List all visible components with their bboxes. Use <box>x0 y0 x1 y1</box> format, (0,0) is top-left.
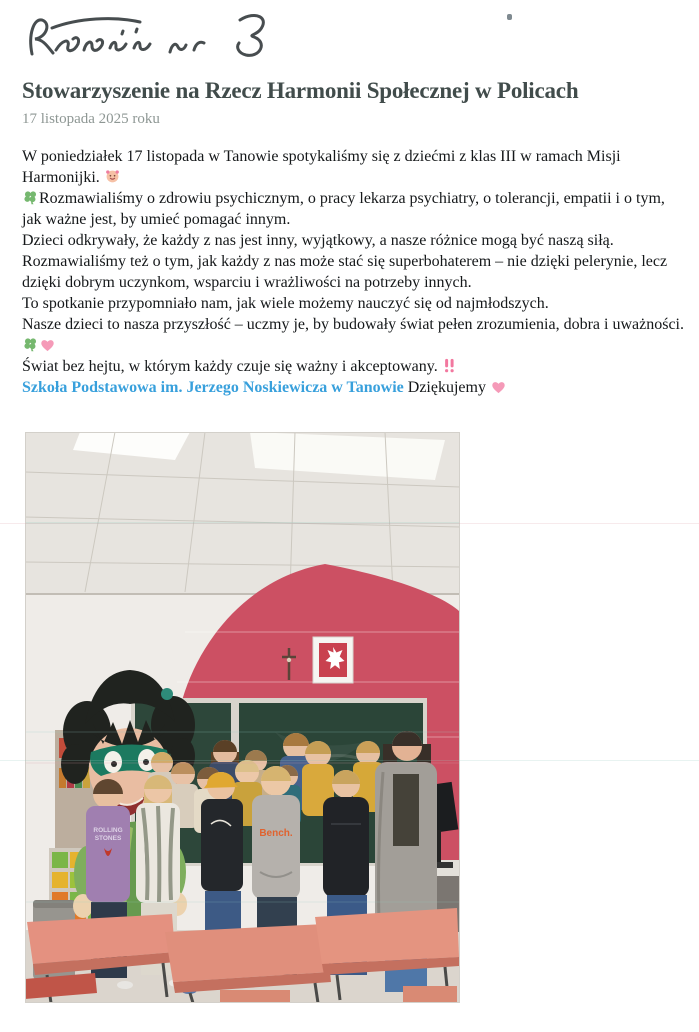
scan-speck <box>507 14 512 20</box>
svg-text:STONES: STONES <box>94 835 122 842</box>
body-text-run: Rozmawialiśmy o zdrowiu psychicznym, o pracy lekarza psychiatry, o tolerancji, empatii i o tym, jak ważne jest, by umieć pomagać innym. <box>22 190 665 228</box>
body-text-run: Nasze dzieci to nasza przyszłość – uczmy je, by budowały świat pełen zrozumienia, dobra i uważności. <box>22 316 684 333</box>
body-paragraph <box>22 377 686 398</box>
body-text-run: Rozmawialiśmy też o tym, jak każdy z nas może stać się superbohaterem – nie dzięki pelerynie, lecz dzięki dobrym uczynkom, wsparciu i wrażliwości na potrzeby innych. <box>22 253 668 291</box>
svg-text:ROLLING: ROLLING <box>93 827 123 834</box>
clover-icon <box>22 335 39 356</box>
pink-heart-icon <box>490 377 507 398</box>
body-text-run: Dziękujemy <box>403 379 490 396</box>
page-title: Stowarzyszenie na Rzecz Harmonii Społecznej w Policach <box>22 78 579 103</box>
body-text-run: To spotkanie przypomniało nam, jak wiele możemy nauczyć się od najmłodszych. <box>22 295 549 312</box>
svg-text:Bench.: Bench. <box>259 828 293 839</box>
smiling-face-with-hearts-icon <box>104 167 121 188</box>
classroom-photo <box>25 432 460 1003</box>
body-text-run: Świat bez hejtu, w którym każdy czuje się ważny i akceptowany. <box>22 358 442 375</box>
body-paragraph <box>22 356 686 377</box>
body-paragraph <box>22 146 686 188</box>
polish-eagle-emblem <box>313 637 353 683</box>
clover-icon <box>22 188 39 209</box>
post-body <box>22 146 686 398</box>
body-paragraph <box>22 314 686 356</box>
post-date: 17 listopada 2025 roku <box>22 111 160 127</box>
body-paragraph <box>22 251 686 293</box>
school-page-link: Szkoła Podstawowa im. Jerzego Noskiewicza w Tanowie <box>22 379 404 396</box>
pink-heart-icon <box>39 335 56 356</box>
body-paragraph <box>22 293 686 314</box>
body-text-run: Dzieci odkrywały, że każdy z nas jest inny, wyjątkowy, a nasze różnice mogą być naszą siłą. <box>22 232 614 249</box>
ceiling <box>25 432 460 595</box>
double-exclamation-icon <box>442 356 457 377</box>
body-paragraph <box>22 188 686 230</box>
handwritten-note <box>18 6 328 68</box>
body-paragraph <box>22 230 686 251</box>
body-text-run: W poniedziałek 17 listopada w Tanowie spotykaliśmy się z dziećmi z klas III w ramach Misji Harmonijki. <box>22 148 621 186</box>
